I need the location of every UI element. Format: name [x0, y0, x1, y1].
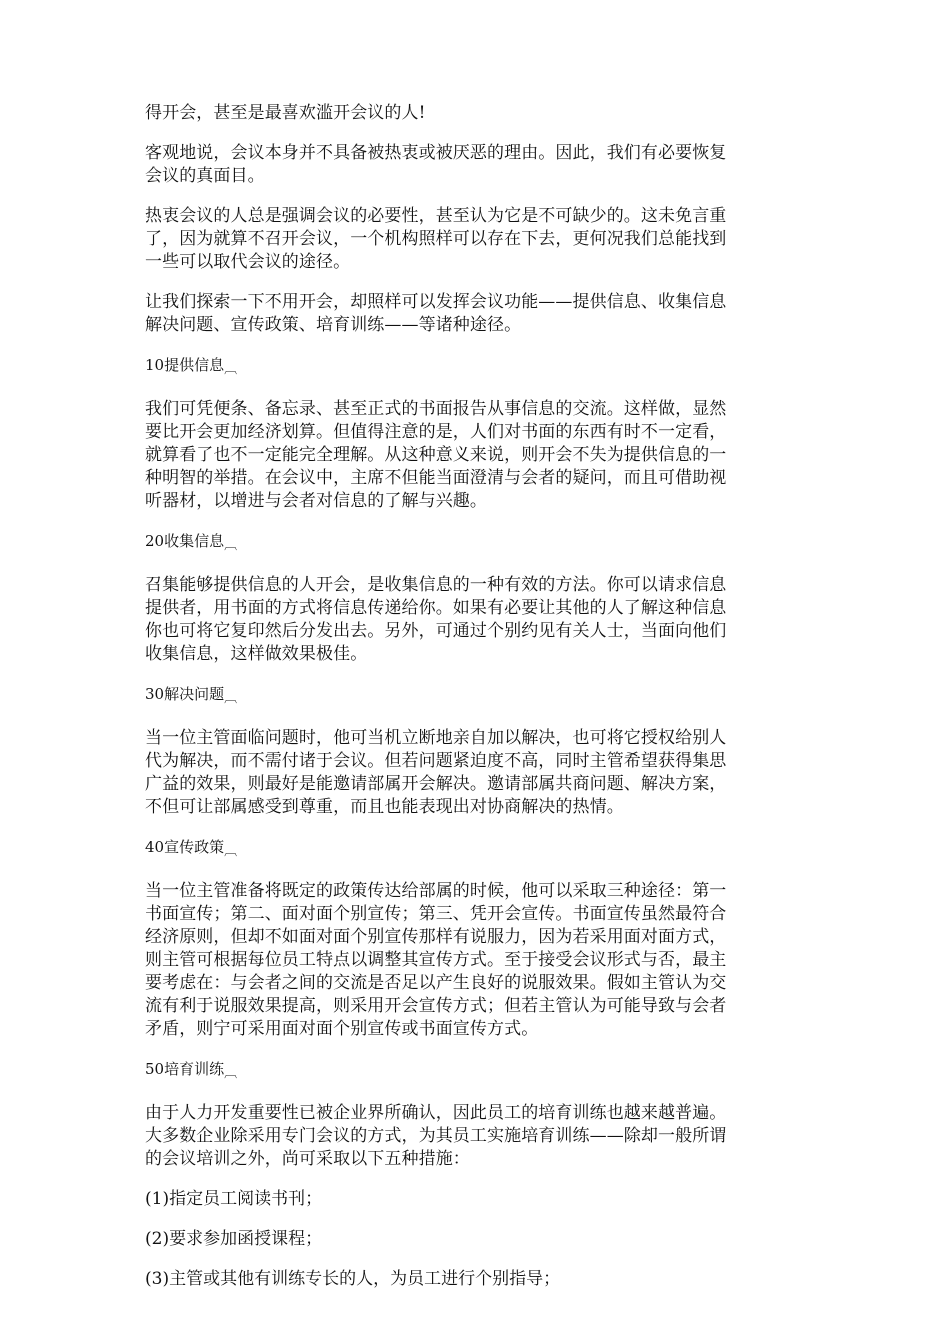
section-heading-solve-problems	[145, 683, 810, 710]
heading-mark: ︹	[224, 1066, 238, 1081]
heading-mark: ︹	[224, 691, 238, 706]
section-body-collect-info: 召集能够提供信息的人开会，是收集信息的一种有效的方法。你可以请求信息 提供者，用书面的方式将信息传递给你。如果有必要让其他的人了解这种信息 你也可将它复印然后分发出去。另外，可通过个别约见有关人士，当面向他们 收集信息，这样做效果极佳。	[145, 575, 727, 664]
section-heading-training	[145, 1058, 810, 1085]
paragraph-explore: 让我们探索一下不用开会，却照样可以发挥会议功能——提供信息、收集信息 解决问题、宣传政策、培育训练——等诸种途径。	[145, 292, 727, 335]
heading-text: 20收集信息	[145, 532, 225, 550]
paragraph-enthusiasts: 热衷会议的人总是强调会议的必要性，甚至认为它是不可缺少的。这未免言重 了，因为就算不召开会议，一个机构照样可以存在下去，更何况我们总能找到 一些可以取代会议的途径。	[145, 206, 727, 272]
section-body-training: 由于人力开发重要性已被企业界所确认，因此员工的培育训练也越来越普遍。 大多数企业除采用专门会议的方式，为其员工实施培育训练——除却一般所谓 的会议培训之外，尚可采取以下五种措施：	[145, 1103, 727, 1169]
heading-text: 50培育训练	[145, 1060, 225, 1078]
heading-text: 30解决问题	[145, 685, 225, 703]
heading-text: 40宣传政策	[145, 838, 225, 856]
heading-text: 10提供信息	[145, 356, 225, 374]
section-heading-provide-info	[145, 354, 810, 381]
paragraph-intro-tail: 得开会，甚至是最喜欢滥开会议的人!	[145, 103, 426, 123]
heading-mark: ︹	[224, 362, 238, 377]
list-item: (1)指定员工阅读书刊；	[145, 1189, 323, 1209]
paragraph-objective: 客观地说，会议本身并不具备被热衷或被厌恶的理由。因此，我们有必要恢复 会议的真面目。	[145, 143, 727, 186]
list-item: (2)要求参加函授课程；	[145, 1229, 323, 1249]
list-item: (3)主管或其他有训练专长的人，为员工进行个别指导；	[145, 1269, 561, 1289]
section-heading-promote-policy	[145, 836, 810, 863]
section-body-promote-policy: 当一位主管准备将既定的政策传达给部属的时候，他可以采取三种途径：第一 书面宣传；第二、面对面个别宣传；第三、凭开会宣传。书面宣传虽然最符合 经济原则，但却不如面对面个别宣传那样有说服力，因为若采用面对面方式， 则主管可根据每位员工特点以调整其宣传方式。至于接受会议形式与否，最主 要考虑在：与会者之间的交流是否足以产生良好的说服效果。假如主管认为交 流有利于说服效果提高，则采用开会宣传方式；但若主管认为可能导致与会者 矛盾，则宁可采用面对面个别宣传或书面宣传方式。	[145, 881, 727, 1039]
section-body-solve-problems: 当一位主管面临问题时，他可当机立断地亲自加以解决，也可将它授权给别人 代为解决，而不需付诸于会议。但若问题紧迫度不高，同时主管希望获得集思 广益的效果，则最好是能邀请部属开会解决。邀请部属共商问题、解决方案， 不但可让部属感受到尊重，而且也能表现出对协商解决的热情。	[145, 728, 727, 817]
heading-mark: ︹	[224, 538, 238, 553]
document-page	[145, 102, 810, 1308]
heading-mark: ︹	[224, 844, 238, 859]
section-heading-collect-info	[145, 530, 810, 557]
section-body-provide-info: 我们可凭便条、备忘录、甚至正式的书面报告从事信息的交流。这样做，显然 要比开会更加经济划算。但值得注意的是，人们对书面的东西有时不一定看， 就算看了也不一定能完全理解。从这种意义来说，则开会不失为提供信息的一 种明智的举措。在会议中，主席不但能当面澄清与会者的疑问，而且可借助视 听器材，以增进与会者对信息的了解与兴趣。	[145, 399, 727, 511]
